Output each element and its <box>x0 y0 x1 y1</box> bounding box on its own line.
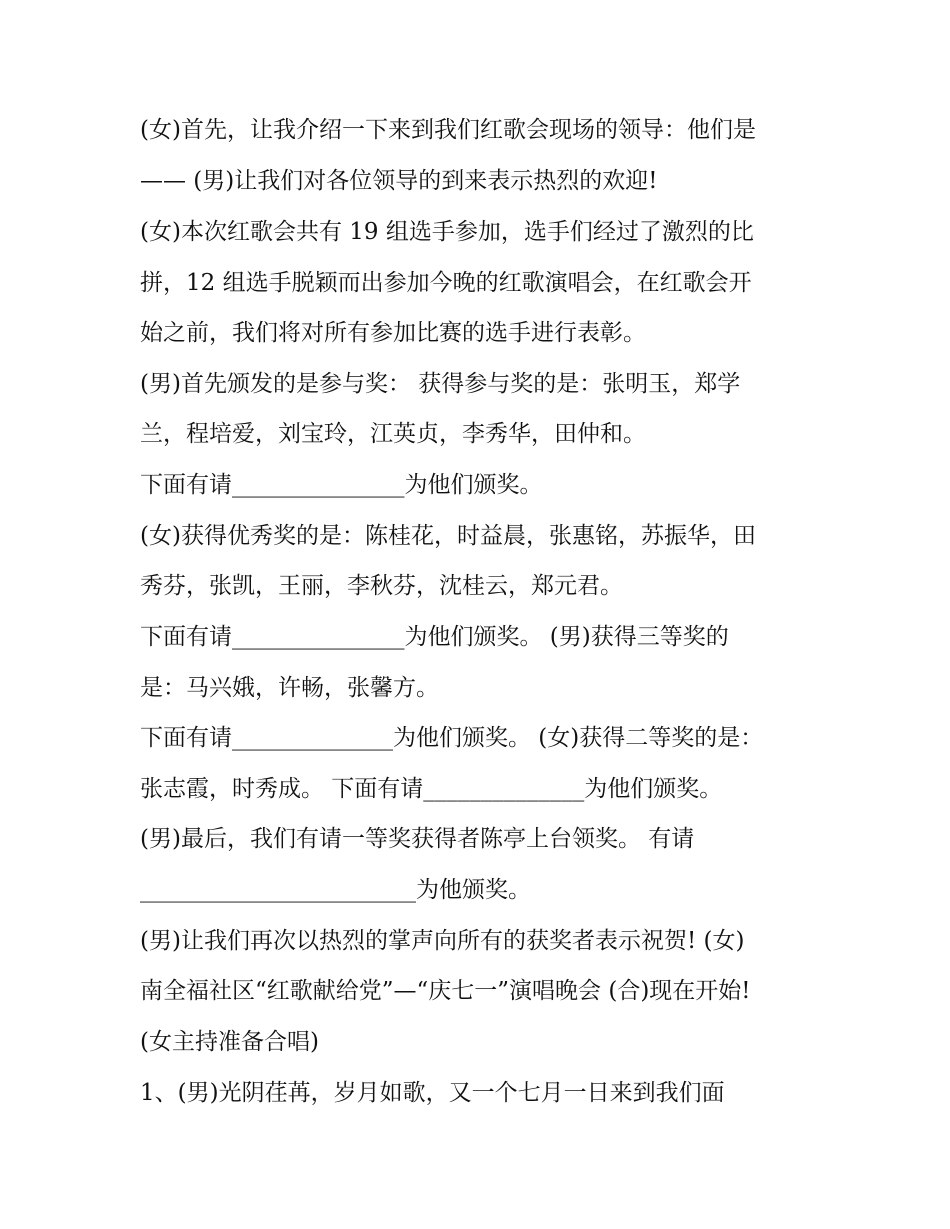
text-line-15: (男)最后，我们有请一等奖获得者陈亭上台领奖。 有请 <box>140 826 695 852</box>
text-line-4: 拼，12 组选手脱颖而出参加今晚的红歌演唱会，在红歌会开 <box>140 270 752 296</box>
text-line-7: 兰，程培爱，刘宝玲，江英贞，李秀华，田仲和。 <box>140 421 646 447</box>
text-line-17: (男)让我们再次以热烈的掌声向所有的获奖者表示祝贺! (女) <box>140 928 745 954</box>
text-line-3: (女)本次红歌会共有 19 组选手参加，选手们经过了激烈的比 <box>140 219 754 245</box>
text-line-2: —— (男)让我们对各位领导的到来表示热烈的欢迎! <box>140 168 658 194</box>
text-line-6: (男)首先颁发的是参与奖： 获得参与奖的是：张明玉，郑学 <box>140 371 741 397</box>
text-line-20: 1、(男)光阴荏苒，岁月如歌，又一个七月一日来到我们面 <box>140 1080 725 1106</box>
text-line-16: ________________________为他颁奖。 <box>140 877 531 903</box>
text-line-13: 下面有请______________为他们颁奖。 (女)获得二等奖的是： <box>140 725 764 751</box>
text-line-1: (女)首先，让我介绍一下来到我们红歌会现场的领导：他们是 <box>140 117 756 143</box>
text-line-18: 南全福社区“红歌献给党”—“庆七一”演唱晚会 (合)现在开始! <box>140 978 751 1004</box>
text-line-12: 是：马兴娥，许畅，张馨方。 <box>140 675 439 701</box>
text-line-10: 秀芬，张凯，王丽，李秋芬，沈桂云，郑元君。 <box>140 573 623 599</box>
text-line-19: (女主持准备合唱) <box>140 1029 319 1055</box>
text-line-9: (女)获得优秀奖的是：陈桂花，时益晨，张惠铭，苏振华，田 <box>140 523 756 549</box>
text-line-8: 下面有请_______________为他们颁奖。 <box>140 472 543 498</box>
text-line-14: 张志霞，时秀成。 下面有请______________为他们颁奖。 <box>140 776 723 802</box>
text-line-5: 始之前，我们将对所有参加比赛的选手进行表彰。 <box>140 320 646 346</box>
text-line-11: 下面有请_______________为他们颁奖。 (男)获得三等奖的 <box>140 624 729 650</box>
